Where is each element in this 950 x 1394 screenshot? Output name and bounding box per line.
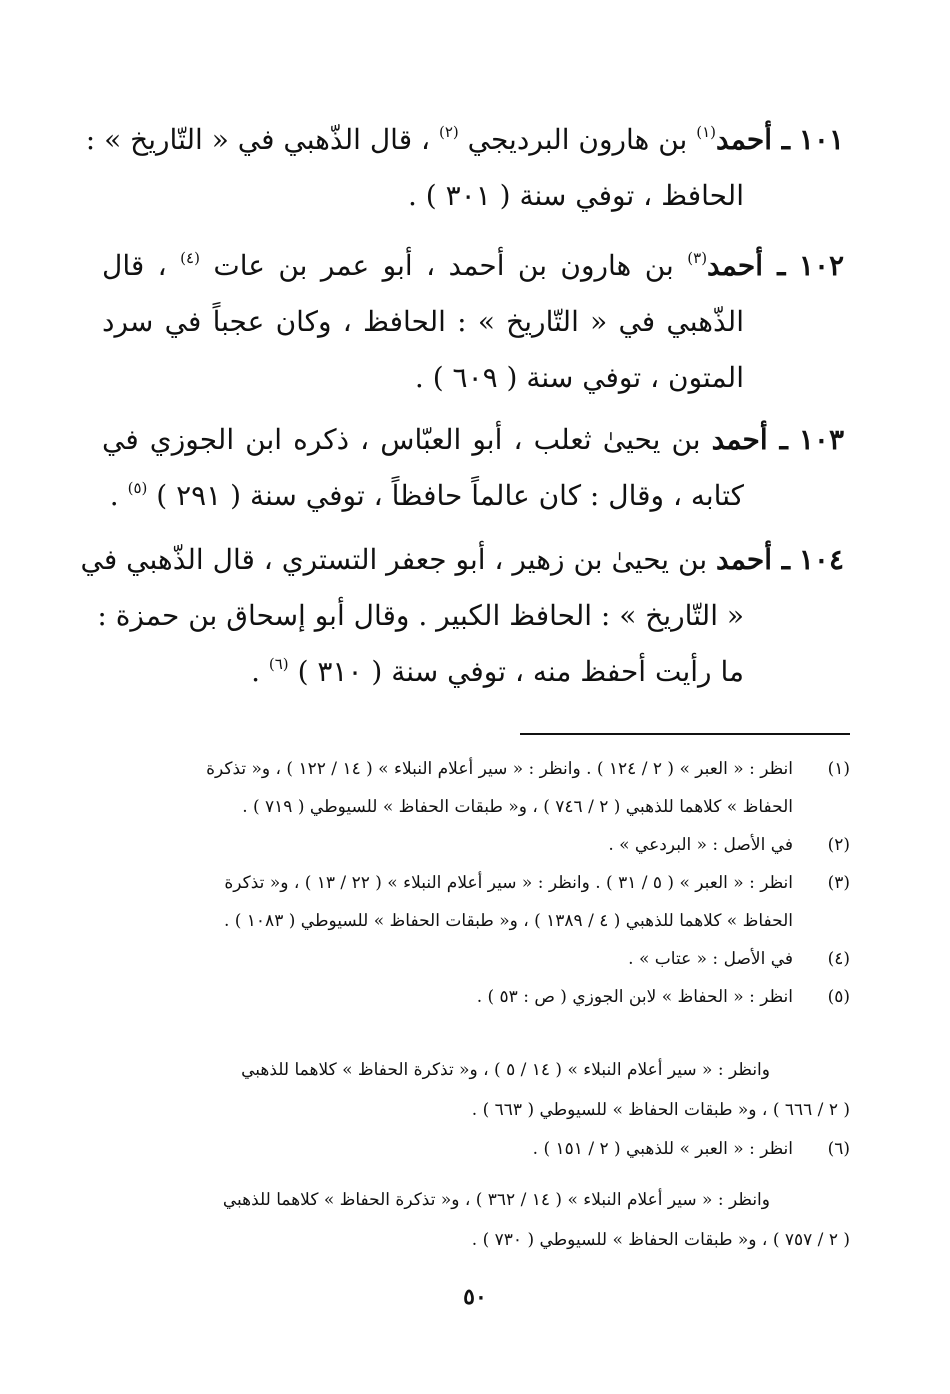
- entry-102: [102, 238, 844, 406]
- footnote-4: (٤) في الأصل : « عتاب » .: [100, 940, 850, 978]
- footnote-line: وانظر : « سير أعلام النبلاء » ( ١٤ / ٥ ) ، و« تذكرة الحفاظ » كلاهما للذهبي: [241, 1060, 770, 1080]
- entry-101: [85, 112, 844, 224]
- footnote-number: (٢): [827, 835, 850, 855]
- entry-line: ما رأيت أحفظ منه ، توفي سنة ( ٣١٠ ) $^{(٦)}$ .: [251, 655, 744, 688]
- footnote-ref[interactable]: (٦): [268, 655, 289, 673]
- entry-number: ١٠٤: [798, 543, 844, 576]
- footnote-number: (٦): [827, 1139, 850, 1159]
- entry-line: المتون ، توفي سنة ( ٦٠٩ ) .: [414, 361, 744, 394]
- entry-103: [102, 412, 844, 524]
- footnote-ref[interactable]: (٢): [438, 123, 459, 141]
- footnote-ref[interactable]: (٣): [687, 249, 708, 267]
- page-number: ٥٠: [463, 1284, 487, 1310]
- footnote-number: (٤): [827, 949, 850, 969]
- entry-name: أحمد: [716, 543, 773, 576]
- footnote-line: الحفاظ » كلاهما للذهبي ( ٤ / ١٣٨٩ ) ، و« طبقات الحفاظ » للسيوطي ( ١٠٨٣ ) .: [223, 911, 793, 931]
- footnote-ref[interactable]: (٤): [180, 249, 200, 267]
- footnote-number: (١): [827, 759, 850, 779]
- entry-line: ١٠٤ ـ أحمد بن يحيىٰ بن زهير ، أبو جعفر التستري ، قال الذّهبي في: [80, 543, 844, 576]
- footnote-divider: [520, 733, 850, 735]
- footnote-5-continued: [100, 1050, 850, 1130]
- entry-name: أحمد: [716, 123, 773, 156]
- entry-line: ١٠٣ ـ أحمد بن يحيىٰ ثعلب ، أبو العبّاس ، ذكره ابن الجوزي في: [102, 423, 845, 456]
- footnote-ref[interactable]: (١): [696, 123, 717, 141]
- entry-name: أحمد: [711, 423, 768, 456]
- footnote-2: (٢) في الأصل : « البردعي » .: [100, 826, 850, 864]
- footnote-ref[interactable]: (٥): [127, 479, 148, 497]
- entry-line: كتابه ، وقال : كان عالماً حافظاً ، توفي سنة ( ٢٩١ ) $^{(٥)}$ .: [109, 479, 744, 512]
- footnote-6-continued: [100, 1180, 850, 1260]
- entry-104: [80, 532, 844, 700]
- footnote-5: (٥) انظر : « الحفاظ » لابن الجوزي ( ص : ٥٣ ) .: [100, 978, 850, 1016]
- entry-number: ١٠١: [798, 123, 844, 156]
- entry-line: ١٠١ ـ أحمد$^{(١)}$ بن هارون البرديجي $^{(٢)}$ ، قال الذّهبي في « التّاريخ » :: [85, 123, 844, 156]
- footnote-line: وانظر : « سير أعلام النبلاء » ( ١٤ / ٣٦٢ ) ، و« تذكرة الحفاظ » كلاهما للذهبي: [222, 1190, 770, 1210]
- footnote-6-block: [100, 1130, 850, 1168]
- footnote-1: (١) انظر : « العبر » ( ٢ / ١٢٤ ) . وانظر : « سير أعلام النبلاء » ( ١٤ / ١٢٢ ) ، و« تذكرة: [100, 750, 850, 788]
- footnote-line: ( ٢ / ٦٦٦ ) ، و« طبقات الحفاظ » للسيوطي ( ٦٦٣ ) .: [471, 1100, 850, 1120]
- entry-number: ١٠٢: [798, 249, 845, 282]
- entry-name: أحمد: [707, 249, 764, 282]
- footnote-number: (٥): [827, 987, 850, 1007]
- entry-line: ١٠٢ ـ أحمد$^{(٣)}$ بن هارون بن أحمد ، أبو عمر بن عات $^{(٤)}$ ، قال: [102, 249, 845, 282]
- entry-number: ١٠٣: [798, 423, 845, 456]
- footnote-line: الحفاظ » كلاهما للذهبي ( ٢ / ٧٤٦ ) ، و« طبقات الحفاظ » للسيوطي ( ٧١٩ ) .: [242, 797, 793, 817]
- footnote-6: (٦) انظر : « العبر » للذهبي ( ٢ / ١٥١ ) .: [100, 1130, 850, 1168]
- entry-line: الحافظ ، توفي سنة ( ٣٠١ ) .: [408, 179, 744, 212]
- footnote-number: (٣): [827, 873, 850, 893]
- footnotes: [100, 750, 850, 1016]
- footnote-3: (٣) انظر : « العبر » ( ٥ / ٣١ ) . وانظر : « سير أعلام النبلاء » ( ٢٢ / ١٣ ) ، و« تذكرة: [100, 864, 850, 902]
- entry-line: الذّهبي في « التّاريخ » : الحافظ ، وكان عجباً في سرد: [102, 305, 744, 338]
- footnote-line: ( ٢ / ٧٥٧ ) ، و« طبقات الحفاظ » للسيوطي ( ٧٣٠ ) .: [471, 1230, 850, 1250]
- entry-line: « التّاريخ » : الحافظ الكبير . وقال أبو إسحاق بن حمزة :: [97, 599, 744, 632]
